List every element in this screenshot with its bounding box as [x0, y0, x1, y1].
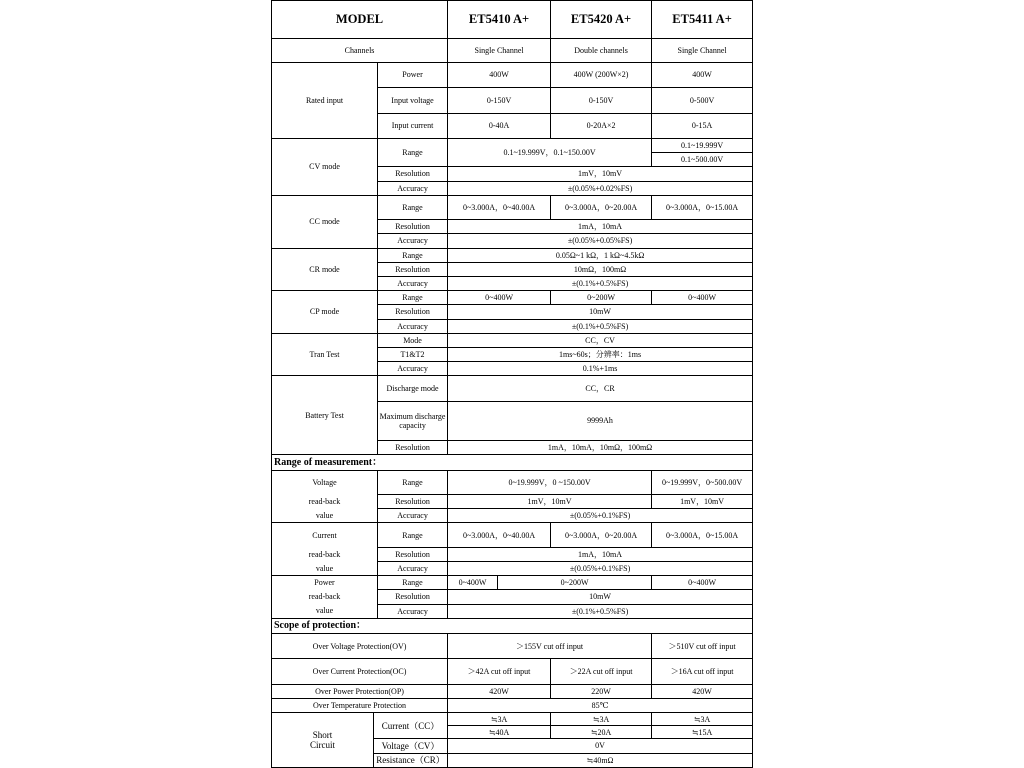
ot-label: Over Temperature Protection — [272, 698, 448, 712]
mp-accuracy-label: Accuracy — [378, 604, 448, 618]
mv-range-v3: 0~19.999V，0~500.00V — [652, 470, 753, 494]
model-et5420: ET5420 A+ — [551, 1, 652, 39]
spec-table — [271, 0, 753, 768]
battery-resolution-label: Resolution — [378, 441, 448, 455]
tran-mode-label: Mode — [378, 333, 448, 347]
rated-current-v2: 0-20A×2 — [551, 113, 652, 138]
protection-section-title: Scope of protection： — [272, 618, 753, 633]
tran-test-label: Tran Test — [272, 333, 378, 376]
rated-power-v1: 400W — [448, 62, 551, 87]
mc-accuracy: ±(0.05%+0.1%FS) — [448, 561, 753, 575]
mp-range-v2: 0~200W — [498, 576, 652, 590]
mp-range-label: Range — [378, 576, 448, 590]
battery-max: 9999Ah — [448, 401, 753, 441]
short-voltage: 0V — [448, 739, 753, 753]
mp-group-2: read-back — [272, 590, 378, 604]
ov-label: Over Voltage Protection(OV) — [272, 633, 448, 658]
tran-accuracy: 0.1%+1ms — [448, 362, 753, 376]
battery-test-label: Battery Test — [272, 376, 378, 455]
cv-resolution: 1mV，10mV — [448, 167, 753, 181]
tran-mode: CC，CV — [448, 333, 753, 347]
battery-discharge: CC，CR — [448, 376, 753, 401]
mc-range-v1: 0~3.000A，0~40.00A — [448, 523, 551, 547]
cr-resolution-label: Resolution — [378, 262, 448, 276]
short-label-1: Short — [312, 729, 333, 740]
mv-group-1: Voltage — [272, 470, 378, 494]
cr-resolution: 10mΩ，100mΩ — [448, 262, 753, 276]
tran-t: 1ms~60s；分辨率：1ms — [448, 347, 753, 361]
mv-resolution-label: Resolution — [378, 495, 448, 509]
oc-v3: ＞16A cut off input — [652, 659, 753, 684]
op-v1: 420W — [448, 684, 551, 698]
mv-accuracy: ±(0.05%+0.1%FS) — [448, 509, 753, 523]
cp-resolution-label: Resolution — [378, 305, 448, 319]
short-voltage-label: Voltage（CV） — [374, 739, 448, 753]
mp-resolution: 10mW — [448, 590, 753, 604]
mc-range-label: Range — [378, 523, 448, 547]
channels-v3: Single Channel — [652, 38, 753, 62]
rated-current-label: Input current — [378, 113, 448, 138]
mc-accuracy-label: Accuracy — [378, 561, 448, 575]
cr-accuracy: ±(0.1%+0.5%FS) — [448, 276, 753, 290]
battery-discharge-label: Discharge mode — [378, 376, 448, 401]
op-v3: 420W — [652, 684, 753, 698]
cc-range-v2: 0~3.000A，0~20.00A — [551, 195, 652, 219]
mv-group-2: read-back — [272, 495, 378, 509]
mc-resolution-label: Resolution — [378, 547, 448, 561]
rated-voltage-v3: 0-500V — [652, 88, 753, 113]
cc-range-label: Range — [378, 195, 448, 219]
mp-range-v3: 0~400W — [652, 576, 753, 590]
oc-v2: ＞22A cut off input — [551, 659, 652, 684]
cv-range-label: Range — [378, 138, 448, 166]
cc-range-v3: 0~3.000A，0~15.00A — [652, 195, 753, 219]
rated-input-label: Rated input — [272, 62, 378, 138]
short-current-b2: ≒20A — [551, 726, 652, 739]
measurement-section-title: Range of measurement： — [272, 455, 753, 470]
mc-group-1: Current — [272, 523, 378, 547]
cc-range-v1: 0~3.000A，0~40.00A — [448, 195, 551, 219]
rated-voltage-label: Input voltage — [378, 88, 448, 113]
cc-accuracy-label: Accuracy — [378, 234, 448, 248]
cv-resolution-label: Resolution — [378, 167, 448, 181]
cc-resolution-label: Resolution — [378, 220, 448, 234]
mv-resolution-v12: 1mV，10mV — [448, 495, 652, 509]
rated-power-v3: 400W — [652, 62, 753, 87]
mv-group-3: value — [272, 509, 378, 523]
cp-range-label: Range — [378, 291, 448, 305]
mp-range-v1: 0~400W — [448, 576, 498, 590]
tran-t-label: T1&T2 — [378, 347, 448, 361]
short-current-a2: ≒3A — [551, 713, 652, 726]
cv-mode-label: CV mode — [272, 138, 378, 195]
mv-range-label: Range — [378, 470, 448, 494]
channels-v1: Single Channel — [448, 38, 551, 62]
cv-range-v12: 0.1~19.999V，0.1~150.00V — [448, 138, 652, 166]
mp-accuracy: ±(0.1%+0.5%FS) — [448, 604, 753, 618]
short-resistance: ≒40mΩ — [448, 753, 753, 767]
rated-current-v3: 0-15A — [652, 113, 753, 138]
mc-resolution: 1mA，10mA — [448, 547, 753, 561]
cc-resolution: 1mA，10mA — [448, 220, 753, 234]
cv-range-v3a: 0.1~19.999V — [652, 138, 753, 152]
cr-accuracy-label: Accuracy — [378, 276, 448, 290]
channels-v2: Double channels — [551, 38, 652, 62]
rated-voltage-v1: 0-150V — [448, 88, 551, 113]
short-circuit-label — [272, 713, 374, 768]
battery-resolution: 1mA，10mA，10mΩ，100mΩ — [448, 441, 753, 455]
mv-accuracy-label: Accuracy — [378, 509, 448, 523]
cp-range-v2: 0~200W — [551, 291, 652, 305]
mc-group-3: value — [272, 561, 378, 575]
short-current-a1: ≒3A — [448, 713, 551, 726]
battery-max-label: Maximum discharge capacity — [378, 401, 448, 441]
rated-power-label: Power — [378, 62, 448, 87]
ot-value: 85℃ — [448, 698, 753, 712]
cr-mode-label: CR mode — [272, 248, 378, 291]
short-current-a3: ≒3A — [652, 713, 753, 726]
oc-label: Over Current Protection(OC) — [272, 659, 448, 684]
cp-mode-label: CP mode — [272, 291, 378, 334]
mp-group-1: Power — [272, 576, 378, 590]
mc-group-2: read-back — [272, 547, 378, 561]
channels-label: Channels — [272, 38, 448, 62]
tran-accuracy-label: Accuracy — [378, 362, 448, 376]
cp-range-v3: 0~400W — [652, 291, 753, 305]
cv-accuracy: ±(0.05%+0.02%FS) — [448, 181, 753, 195]
short-resistance-label: Resistance（CR） — [374, 753, 448, 767]
short-current-b1: ≒40A — [448, 726, 551, 739]
mp-resolution-label: Resolution — [378, 590, 448, 604]
model-header: MODEL — [272, 1, 448, 39]
cv-range-v3b: 0.1~500.00V — [652, 153, 753, 167]
ov-v3: ＞510V cut off input — [652, 633, 753, 658]
op-v2: 220W — [551, 684, 652, 698]
model-et5410: ET5410 A+ — [448, 1, 551, 39]
mc-range-v3: 0~3.000A，0~15.00A — [652, 523, 753, 547]
rated-power-v2: 400W (200W×2) — [551, 62, 652, 87]
op-label: Over Power Protection(OP) — [272, 684, 448, 698]
cp-accuracy-label: Accuracy — [378, 319, 448, 333]
cp-accuracy: ±(0.1%+0.5%FS) — [448, 319, 753, 333]
cp-resolution: 10mW — [448, 305, 753, 319]
cc-mode-label: CC mode — [272, 195, 378, 248]
cr-range-label: Range — [378, 248, 448, 262]
rated-voltage-v2: 0-150V — [551, 88, 652, 113]
mv-range-v12: 0~19.999V，0 ~150.00V — [448, 470, 652, 494]
mv-resolution-v3: 1mV，10mV — [652, 495, 753, 509]
rated-current-v1: 0-40A — [448, 113, 551, 138]
model-et5411: ET5411 A+ — [652, 1, 753, 39]
cv-accuracy-label: Accuracy — [378, 181, 448, 195]
short-current-label: Current（CC） — [374, 713, 448, 739]
short-label-2: Circuit — [310, 740, 335, 751]
oc-v1: ＞42A cut off input — [448, 659, 551, 684]
cp-range-v1: 0~400W — [448, 291, 551, 305]
short-current-b3: ≒15A — [652, 726, 753, 739]
ov-v12: ＞155V cut off input — [448, 633, 652, 658]
cr-range: 0.05Ω~1 kΩ，1 kΩ~4.5kΩ — [448, 248, 753, 262]
mp-group-3: value — [272, 604, 378, 618]
cc-accuracy: ±(0.05%+0.05%FS) — [448, 234, 753, 248]
mc-range-v2: 0~3.000A，0~20.00A — [551, 523, 652, 547]
